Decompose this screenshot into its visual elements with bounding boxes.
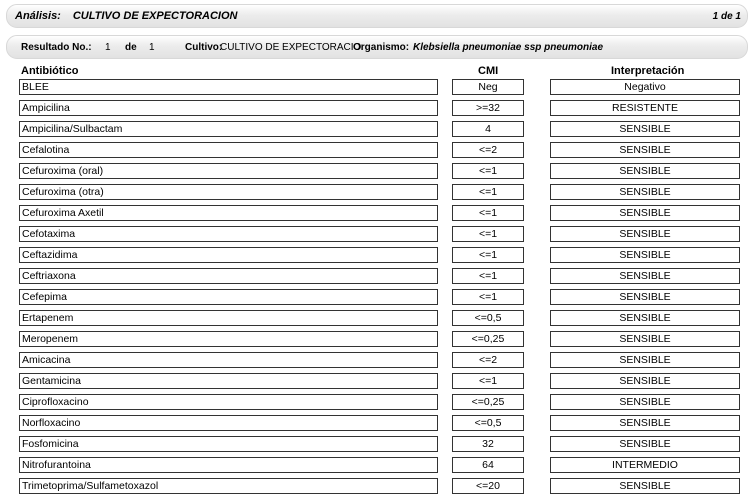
cmi-cell: <=1 xyxy=(452,163,524,179)
cmi-cell: 4 xyxy=(452,121,524,137)
antibiotic-cell: Fosfomicina xyxy=(19,436,438,452)
cmi-cell: <=1 xyxy=(452,247,524,263)
interpretation-cell: SENSIBLE xyxy=(550,226,740,242)
antibiotic-cell: Cefotaxima xyxy=(19,226,438,242)
analysis-label: Análisis: xyxy=(15,10,61,22)
cmi-cell: <=0,25 xyxy=(452,331,524,347)
interpretation-cell: SENSIBLE xyxy=(550,163,740,179)
antibiotic-cell: Cefepima xyxy=(19,289,438,305)
interpretation-cell: RESISTENTE xyxy=(550,100,740,116)
result-of-label: de xyxy=(125,42,137,53)
interpretation-cell: SENSIBLE xyxy=(550,289,740,305)
interpretation-cell: SENSIBLE xyxy=(550,184,740,200)
interpretation-cell: SENSIBLE xyxy=(550,478,740,494)
interpretation-cell: SENSIBLE xyxy=(550,331,740,347)
antibiotic-cell: Ertapenem xyxy=(19,310,438,326)
result-label: Resultado No.: xyxy=(21,42,92,53)
antibiotic-cell: Gentamicina xyxy=(19,373,438,389)
antibiotic-cell: Cefuroxima (oral) xyxy=(19,163,438,179)
interpretation-cell: SENSIBLE xyxy=(550,415,740,431)
interpretation-cell: SENSIBLE xyxy=(550,310,740,326)
analysis-value: CULTIVO DE EXPECTORACION xyxy=(72,10,238,22)
cmi-cell: <=20 xyxy=(452,478,524,494)
interpretation-cell: SENSIBLE xyxy=(550,268,740,284)
cmi-cell: <=2 xyxy=(452,142,524,158)
cmi-cell: <=1 xyxy=(452,226,524,242)
interpretation-cell: SENSIBLE xyxy=(550,142,740,158)
result-number: 1 xyxy=(105,42,111,53)
antibiotic-cell: Amicacina xyxy=(19,352,438,368)
interpretation-cell: SENSIBLE xyxy=(550,394,740,410)
cmi-cell: 64 xyxy=(452,457,524,473)
cmi-cell: <=2 xyxy=(452,352,524,368)
result-info-bar xyxy=(6,35,748,59)
analysis-title xyxy=(15,10,237,22)
column-header-cmi: CMI xyxy=(478,65,499,77)
interpretation-cell: SENSIBLE xyxy=(550,373,740,389)
cmi-cell: <=0,5 xyxy=(452,310,524,326)
analysis-header-bar xyxy=(6,4,748,28)
interpretation-cell: INTERMEDIO xyxy=(550,457,740,473)
interpretation-cell: SENSIBLE xyxy=(550,247,740,263)
antibiotic-cell: Cefuroxima Axetil xyxy=(19,205,438,221)
organism-value: Klebsiella pneumoniae ssp pneumoniae xyxy=(413,42,604,53)
cmi-cell: <=1 xyxy=(452,373,524,389)
result-total: 1 xyxy=(149,42,155,53)
antibiotic-cell: Ampicilina/Sulbactam xyxy=(19,121,438,137)
interpretation-cell: SENSIBLE xyxy=(550,352,740,368)
antibiotic-cell: Ampicilina xyxy=(19,100,438,116)
cmi-cell: Neg xyxy=(452,79,524,95)
antibiotic-cell: Cefuroxima (otra) xyxy=(19,184,438,200)
column-header-interpretation: Interpretación xyxy=(611,65,685,77)
antibiotic-cell: Ceftriaxona xyxy=(19,268,438,284)
cmi-cell: <=1 xyxy=(452,184,524,200)
antibiotic-cell: Ceftazidima xyxy=(19,247,438,263)
column-header-antibiotic: Antibiótico xyxy=(21,65,79,77)
antibiotic-cell: Cefalotina xyxy=(19,142,438,158)
cmi-cell: 32 xyxy=(452,436,524,452)
culture-label: Cultivo: xyxy=(185,42,223,53)
cmi-cell: >=32 xyxy=(452,100,524,116)
organism-label: Organismo: xyxy=(353,42,410,53)
antibiotic-cell: Meropenem xyxy=(19,331,438,347)
antibiotic-cell: Norfloxacino xyxy=(19,415,438,431)
culture-value: CULTIVO DE EXPECTORACIO xyxy=(220,42,362,53)
cmi-cell: <=1 xyxy=(452,268,524,284)
interpretation-cell: Negativo xyxy=(550,79,740,95)
interpretation-cell: SENSIBLE xyxy=(550,436,740,452)
interpretation-cell: SENSIBLE xyxy=(550,205,740,221)
antibiotic-cell: Ciprofloxacino xyxy=(19,394,438,410)
cmi-cell: <=1 xyxy=(452,205,524,221)
cmi-cell: <=1 xyxy=(452,289,524,305)
page-indicator: 1 de 1 xyxy=(712,11,741,22)
antibiotic-cell: Nitrofurantoina xyxy=(19,457,438,473)
cmi-cell: <=0,5 xyxy=(452,415,524,431)
interpretation-cell: SENSIBLE xyxy=(550,121,740,137)
antibiotic-cell: Trimetoprima/Sulfametoxazol xyxy=(19,478,438,494)
cmi-cell: <=0,25 xyxy=(452,394,524,410)
antibiotic-cell: BLEE xyxy=(19,79,438,95)
